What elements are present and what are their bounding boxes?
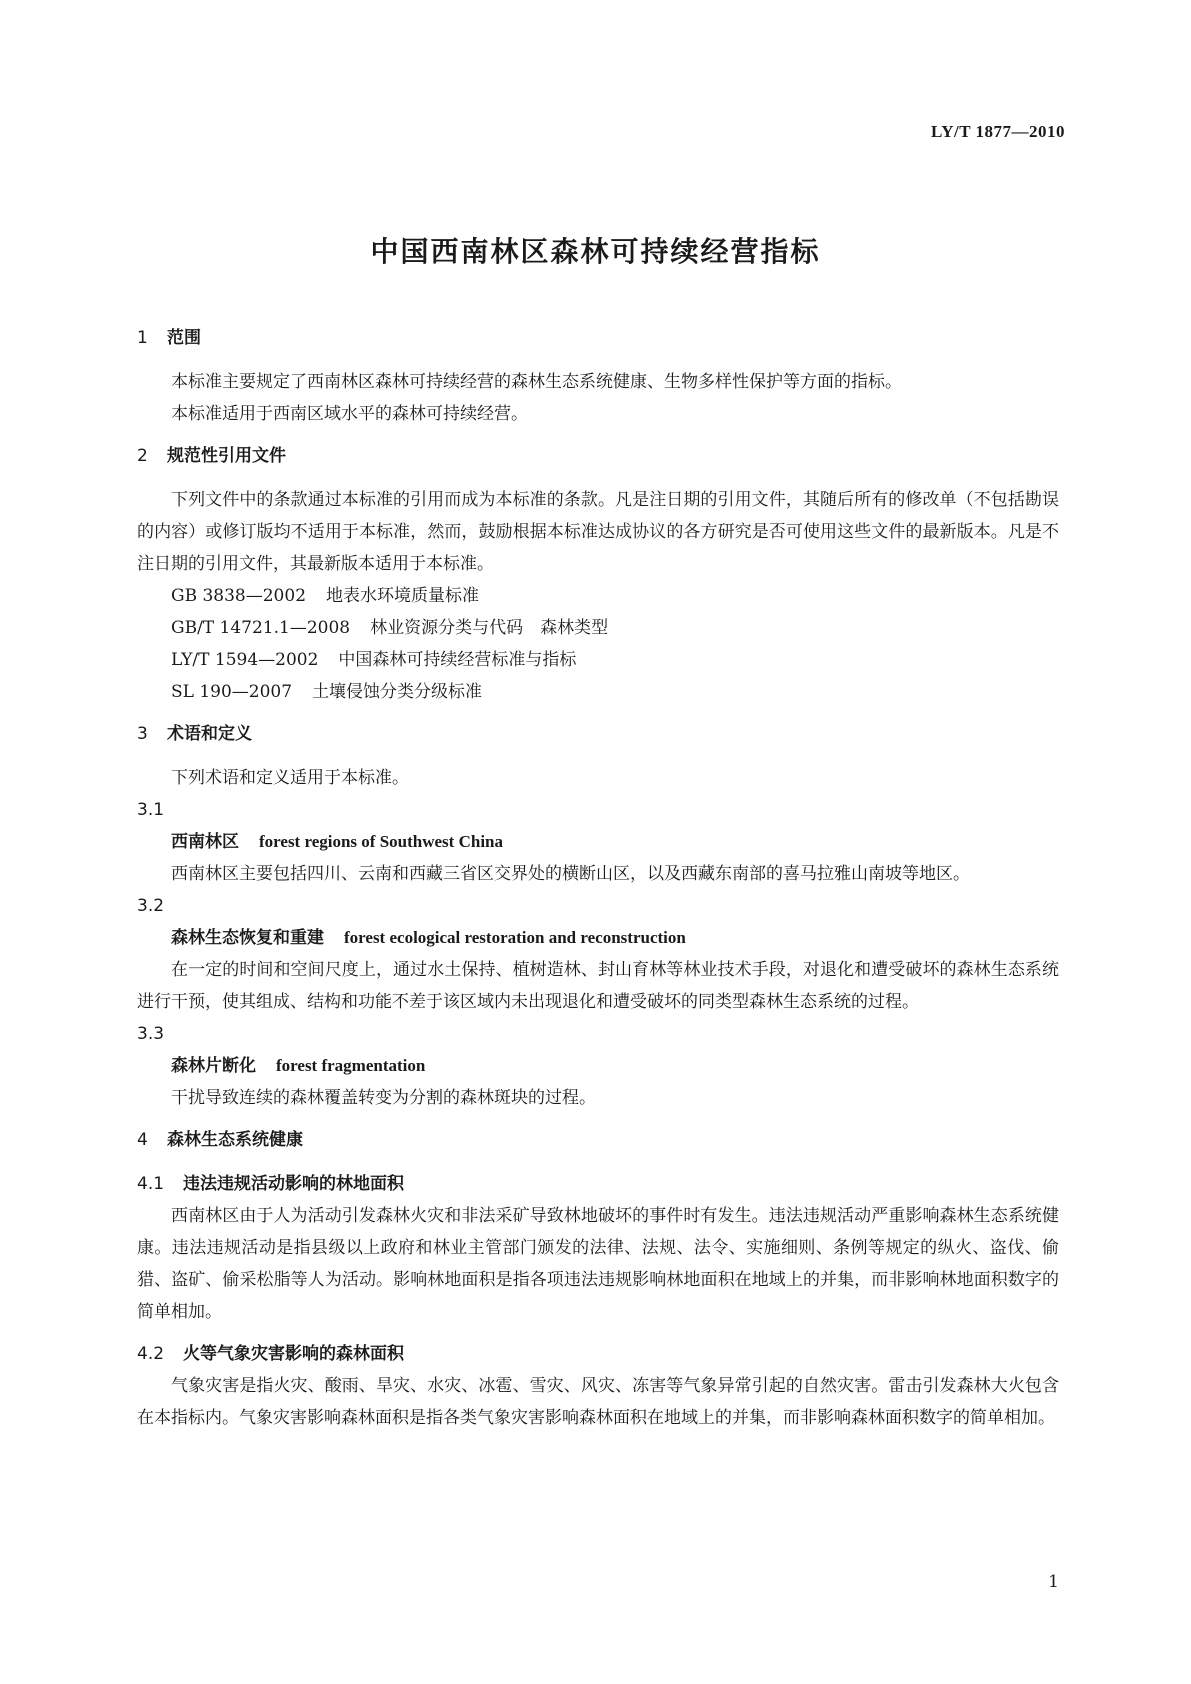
section-title: 规范性引用文件: [167, 446, 286, 466]
section-title: 森林生态系统健康: [167, 1130, 303, 1150]
reference-name: 地表水环境质量标准: [326, 586, 480, 606]
reference-code: SL 190—2007: [171, 682, 293, 702]
section-4-heading: [137, 1124, 1059, 1156]
term-number: 3.3: [137, 1024, 165, 1044]
document-body: [137, 322, 1059, 1434]
reference-name: 中国森林可持续经营标准与指标: [338, 650, 577, 670]
reference-code: GB 3838—2002: [171, 586, 307, 606]
subsection-4-1-heading: [137, 1168, 1059, 1200]
term-entry: [137, 1050, 1059, 1082]
reference-code: GB/T 14721.1—2008: [171, 618, 351, 638]
term-entry: [137, 826, 1059, 858]
paragraph: 下列文件中的条款通过本标准的引用而成为本标准的条款。凡是注日期的引用文件，其随后所有的修改单（不包括勘误的内容）或修订版均不适用于本标准，然而，鼓励根据本标准达成协议的各方研究是否可使用这些文件的最新版本。凡是不注日期的引用文件，其最新版本适用于本标准。: [137, 490, 1059, 574]
page-number: 1: [1048, 1572, 1059, 1592]
standard-code: LY/T 1877—2010: [930, 122, 1065, 141]
reference-item: [137, 612, 1059, 644]
reference-item: [137, 580, 1059, 612]
section-1-heading: [137, 322, 1059, 354]
section-number: 1: [137, 328, 148, 348]
subsection-number: 4.2: [137, 1344, 165, 1364]
term-number: 3.1: [137, 800, 165, 820]
paragraph: 本标准适用于西南区域水平的森林可持续经营。: [171, 404, 528, 424]
paragraph: 气象灾害是指火灾、酸雨、旱灾、水灾、冰雹、雪灾、风灾、冻害等气象异常引起的自然灾害。雷击引发森林大火包含在本指标内。气象灾害影响森林面积是指各类气象灾害影响森林面积在地域上的并集，而非影响森林面积数字的简单相加。: [137, 1376, 1059, 1428]
term-english: forest regions of Southwest China: [259, 832, 503, 851]
term-definition: 干扰导致连续的森林覆盖转变为分割的森林斑块的过程。: [171, 1088, 596, 1108]
paragraph: 西南林区由于人为活动引发森林火灾和非法采矿导致林地破坏的事件时有发生。违法违规活动严重影响森林生态系统健康。违法违规活动是指县级以上政府和林业主管部门颁发的法律、法规、法令、实施细则、条例等规定的纵火、盗伐、偷猎、盗矿、偷采松脂等人为活动。影响林地面积是指各项违法违规影响林地面积在地域上的并集，而非影响林地面积数字的简单相加。: [137, 1206, 1059, 1322]
subsection-number: 4.1: [137, 1174, 165, 1194]
section-3-heading: [137, 718, 1059, 750]
section-title: 范围: [167, 328, 201, 348]
reference-item: [137, 644, 1059, 676]
term-definition: 在一定的时间和空间尺度上，通过水土保持、植树造林、封山育林等林业技术手段，对退化和遭受破坏的森林生态系统进行干预，使其组成、结构和功能不差于该区域内未出现退化和遭受破坏的同类型森林生态系统的过程。: [137, 960, 1059, 1012]
section-number: 2: [137, 446, 148, 466]
subsection-title: 违法违规活动影响的林地面积: [183, 1174, 404, 1194]
reference-name: 林业资源分类与代码 森林类型: [370, 618, 609, 638]
term-english: forest fragmentation: [276, 1056, 426, 1075]
reference-name: 土壤侵蚀分类分级标准: [312, 682, 483, 702]
subsection-title: 火等气象灾害影响的森林面积: [183, 1344, 404, 1364]
term-chinese: 森林片断化: [171, 1056, 256, 1076]
paragraph: 下列术语和定义适用于本标准。: [171, 768, 409, 788]
section-number: 3: [137, 724, 148, 744]
paragraph: 本标准主要规定了西南林区森林可持续经营的森林生态系统健康、生物多样性保护等方面的指标。: [171, 372, 902, 392]
term-english: forest ecological restoration and reconstruction: [344, 928, 686, 947]
subsection-4-2-heading: [137, 1338, 1059, 1370]
document-title: 中国西南林区森林可持续经营指标: [370, 235, 821, 268]
term-number: 3.2: [137, 896, 165, 916]
term-definition: 西南林区主要包括四川、云南和西藏三省区交界处的横断山区，以及西藏东南部的喜马拉雅山南坡等地区。: [171, 864, 970, 884]
term-entry: [137, 922, 1059, 954]
reference-code: LY/T 1594—2002: [171, 650, 319, 670]
term-chinese: 西南林区: [171, 832, 239, 852]
section-number: 4: [137, 1130, 148, 1150]
section-title: 术语和定义: [167, 724, 252, 744]
reference-item: [137, 676, 1059, 708]
section-2-heading: [137, 440, 1059, 472]
term-chinese: 森林生态恢复和重建: [171, 928, 324, 948]
